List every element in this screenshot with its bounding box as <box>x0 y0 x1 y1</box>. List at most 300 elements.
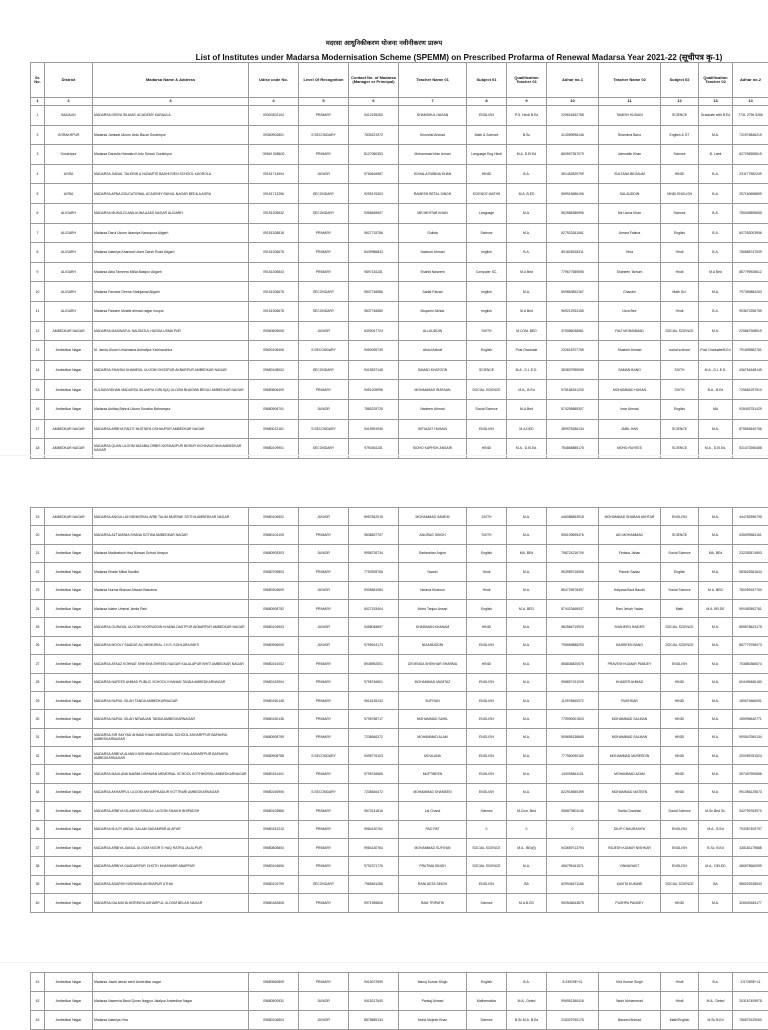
table-cell: Math <box>661 599 699 617</box>
table-cell: M.A.B.ED <box>507 894 547 912</box>
table-cell: SCIENCE <box>467 360 507 380</box>
table-cell: Gorakhpur <box>45 145 93 165</box>
table-cell: PRIMARY <box>299 765 349 783</box>
table-cell: Kirti Kumar Singh <box>599 973 661 992</box>
table-cell: 444782596795 <box>733 508 768 526</box>
table-cell: 7731 2796 5286 <box>733 106 768 126</box>
col-header: Qualification Teacher 01 <box>507 63 547 98</box>
table-cell: SIXTH <box>661 380 699 400</box>
table-cell: 09680906005 <box>249 636 299 654</box>
table-cell: PRIMARY <box>299 526 349 544</box>
madarsa-name-cell: Madarsa Khade Millat Saotikh <box>93 563 249 581</box>
madarsa-name-cell: MADARSA NURUL ISLAH TANDA AMBEDKARNAGAR <box>93 691 249 709</box>
table-cell: 09360 508602 <box>249 145 299 165</box>
table-cell: M.A., D.El.Ed. <box>699 439 733 459</box>
table-cell: ENGLISH <box>661 857 699 875</box>
table-cell: english <box>467 301 507 321</box>
col-number: 2 <box>45 98 93 106</box>
madarsa-name-cell: Madarsa Darul Uloom Islamiya Narsopura Aligarh <box>93 223 249 243</box>
table-cell: B.Sc M.A. B.Ed <box>507 1011 547 1030</box>
table-cell: M.A. BED <box>699 581 733 599</box>
madarsa-name-cell: Madarsa Islamiya Hira <box>93 1011 249 1030</box>
table-cell: 775990001503 <box>547 710 599 728</box>
table-cell: 30 <box>31 710 45 728</box>
table-cell: 16 <box>31 399 45 419</box>
table-cell: 09960805006 <box>249 321 299 341</box>
table-cell: 958879801146 <box>547 802 599 820</box>
table-cell: JUNIOR <box>299 508 349 526</box>
table-cell: M.A. <box>507 747 547 765</box>
table-cell: 09680806409 <box>249 380 299 400</box>
table-cell: Baseed Ahmad <box>599 1011 661 1030</box>
table-cell: Parwin Sadaz <box>599 563 661 581</box>
table-cell: M.A. <box>699 321 733 341</box>
table-cell: MOHD RAYEES <box>599 439 661 459</box>
table-cell: 6 <box>31 203 45 223</box>
table-cell: PRIMARY <box>299 839 349 857</box>
table-cell: HINDI <box>661 673 699 691</box>
table-cell: ENGLISH <box>467 691 507 709</box>
table-cell: M.A. <box>699 691 733 709</box>
table-cell: MOHAMMAD SHAMEEN <box>399 783 467 801</box>
table-cell: Social Science <box>467 399 507 419</box>
table-cell: English <box>467 973 507 992</box>
madarsa-name-cell: MADARSA ARBIYA GAADARPUR CHOTH KHASHMIR ABARPUR <box>93 857 249 875</box>
table-cell: 9259176303 <box>349 184 399 204</box>
table-cell: 29 <box>31 691 45 709</box>
table-cell: Math/English <box>661 1011 699 1030</box>
table-cell: MUFTIBEEN <box>399 765 467 783</box>
table-cell: 0 <box>547 820 599 838</box>
table-cell: MOHAMMAD MATEEN <box>599 783 661 801</box>
institutes-table-page-2 <box>30 507 768 913</box>
table-cell: S.SECONDARY <box>299 419 349 439</box>
table-cell: 31 <box>31 728 45 746</box>
col-header: Qualification Teacher 02 <box>699 63 733 98</box>
table-cell: Ambedkar Nagar <box>45 802 93 820</box>
table-cell: M.A. <box>507 857 547 875</box>
table-cell: B. Lamt <box>699 145 733 165</box>
table-cell: 09680151002 <box>249 655 299 673</box>
table-cell: Language <box>467 203 507 223</box>
table-cell: Ambedkar Nagar <box>45 1011 93 1030</box>
table-cell: 8 <box>31 243 45 263</box>
table-cell: ENGLISH <box>467 636 507 654</box>
table-cell: M.A. BED <box>507 599 547 617</box>
table-cell: Manoj Kumar Singh <box>399 973 467 992</box>
table-cell: 09151306543 <box>249 262 299 282</box>
table-cell: 09680109901 <box>249 439 299 459</box>
page-separator <box>0 962 768 963</box>
madarsa-name-cell: MADARSA DEENI ISLAMIC ACADEMY KARAULA <box>93 106 249 126</box>
table-cell: 786875129060 <box>733 1011 768 1030</box>
table-row <box>31 145 768 165</box>
table-cell: M.COM. BED <box>507 321 547 341</box>
table-cell: Ambedkar Nagar <box>45 341 93 361</box>
madarsa-name-cell: MADARSA ADARSH NISHWAN AKHNAPUR UTHAI <box>93 875 249 893</box>
table-cell: HINDI <box>661 747 699 765</box>
table-cell: B.A. <box>699 164 733 184</box>
madarsa-name-cell: Madarsa Farzane Deena Shahjamal Aligarh <box>93 282 249 302</box>
table-cell: B.A. <box>699 243 733 263</box>
table-cell: 9616135132 <box>349 691 399 709</box>
table-cell: Ambedkar Nagar <box>45 839 93 857</box>
table-cell: 562586386996 <box>547 203 599 223</box>
table-cell: M.A. BR.DE <box>699 599 733 617</box>
table-cell: 200095781524 <box>733 747 768 765</box>
table-row <box>31 992 768 1011</box>
table-cell: JUNIOR <box>299 992 349 1011</box>
table-cell: Science <box>467 894 507 912</box>
table-cell: social science <box>661 341 699 361</box>
table-cell: 780259157760 <box>733 581 768 599</box>
table-cell: MOHAMMAD MUMTAZ <box>399 673 467 691</box>
col-number: 11 <box>599 98 661 106</box>
table-cell: B.A. <box>699 203 733 223</box>
table-cell: ENGLISH <box>467 783 507 801</box>
table-cell: M.A., B.Ed <box>699 820 733 838</box>
table-cell: 9792371776 <box>349 857 399 875</box>
table-row <box>31 526 768 544</box>
col-header: Contact No. of Madarsa (Manager or Principal) <box>349 63 399 98</box>
table-cell: ENGLISH <box>661 839 699 857</box>
col-header: Subject 01 <box>467 63 507 98</box>
table-cell: M.A. <box>507 765 547 783</box>
table-cell: PRATIMA SINGH <box>399 857 467 875</box>
table-cell: 486978660059 <box>733 857 768 875</box>
table-cell: 531473396488 <box>733 439 768 459</box>
table-cell: 793357409797 <box>733 820 768 838</box>
table-cell: PRIMARY <box>299 262 349 282</box>
table-cell: 9793461151 <box>349 439 399 459</box>
table-cell: AMBEDKAR NAGAR <box>45 508 93 526</box>
table-cell: 9 <box>31 262 45 282</box>
col-header: Level Of Recognition <box>299 63 349 98</box>
table-cell: M.A., B.Ed <box>507 380 547 400</box>
table-cell: Ambedkar Nagar <box>45 783 93 801</box>
madarsa-name-cell: Madarsa Ashfaq Bahrul Uloom Suratha Bahrampur <box>93 399 249 419</box>
institutes-table-page-3 <box>30 972 768 1030</box>
table-cell: M.A. <box>507 710 547 728</box>
table-cell: 09300302104 <box>249 106 299 126</box>
table-cell: English & GT <box>661 125 699 145</box>
table-cell: KHADIMAN KHANAM <box>399 618 467 636</box>
table-cell: 9627715786 <box>349 223 399 243</box>
table-cell: M.A. <box>507 618 547 636</box>
table-cell: RANI ADTA SINGH <box>399 875 467 893</box>
table-cell: Ambedkar Nagar <box>45 710 93 728</box>
table-cell: SOCIAL SCIENCE <box>467 839 507 857</box>
table-cell: GORAKHPUR <box>45 125 93 145</box>
table-cell: Ms Uzma Khan <box>599 203 661 223</box>
table-cell: 604495486180 <box>733 673 768 691</box>
table-cell: SALAUDDIN <box>599 184 661 204</box>
table-cell: Ambedkar Nagar <box>45 360 93 380</box>
table-cell: P.G. Hindi B.Ed <box>507 106 547 126</box>
table-cell: Ambedkar Nagar <box>45 563 93 581</box>
table-cell: Nadeem Ahmad <box>399 399 467 419</box>
table-cell: M.A. <box>699 894 733 912</box>
table-cell: Mohd Tanjun Ansari <box>399 599 467 617</box>
table-cell: 22 <box>31 563 45 581</box>
madarsa-name-cell: Madarsa Nurma Bhavan Ahwazi Basrama <box>93 581 249 599</box>
madarsa-name-cell: MADARSA MAULANA NAIBIM NISHWAN MEMORIAL SCHOOL KOTHWOSHU AMBEDKARNAGAR <box>93 765 249 783</box>
table-cell: 7985461266 <box>349 875 399 893</box>
table-cell: Jainuddin Khan <box>599 145 661 165</box>
table-cell: 905695138665 <box>547 728 599 746</box>
table-cell: 466795161571 <box>547 857 599 875</box>
table-cell: 990450592761 <box>733 599 768 617</box>
table-cell: PRIMARY <box>299 145 349 165</box>
table-cell: 9795788717 <box>349 710 399 728</box>
table-cell: 858836820575 <box>547 655 599 673</box>
table-cell: SULTANA BEGAUM <box>599 164 661 184</box>
table-cell: Israr Ahmad <box>599 399 661 419</box>
table-cell: 596109695376 <box>547 526 599 544</box>
col-header: Teacher Name 01 <box>399 63 467 98</box>
table-cell: Ambedkar Nagar <box>45 636 93 654</box>
table-cell: PRAVESH KUMAR PANDEY <box>599 655 661 673</box>
table-cell: 795559886293 <box>547 636 599 654</box>
table-cell: M.A. <box>507 203 547 223</box>
table-row <box>31 857 768 875</box>
table-row <box>31 544 768 562</box>
table-cell: 8.43929E+11 <box>547 973 599 992</box>
table-cell: ENGLISH <box>467 419 507 439</box>
table-cell: MOHAMMAD AZAM <box>599 765 661 783</box>
hindi-title: मदरसा आधुनिकीकरण योजना नवीनीकरण प्रारूप <box>0 38 768 47</box>
table-cell: 9415072599 <box>349 973 399 992</box>
table-cell: Hina <box>599 243 661 263</box>
table-cell: S.SECONDARY <box>299 747 349 765</box>
table-cell: S.SECONDARY <box>299 341 349 361</box>
table-cell: JUNIOR <box>299 399 349 419</box>
table-cell: 784865885175 <box>547 439 599 459</box>
table-cell: MA, BEd <box>507 544 547 562</box>
table-cell: 42 <box>31 992 45 1011</box>
table-cell: Hindi <box>467 581 507 599</box>
table-cell: 326049184177 <box>733 894 768 912</box>
table-cell: 09151308818 <box>249 223 299 243</box>
table-cell: 8127080353 <box>349 145 399 165</box>
col-number: 5 <box>299 98 349 106</box>
table-row <box>31 973 768 992</box>
table-cell: 996951360416 <box>547 992 599 1011</box>
institutes-table-page-1 <box>30 62 768 459</box>
table-cell: 0 <box>507 820 547 838</box>
table-cell: 09680709803 <box>249 563 299 581</box>
table-row <box>31 223 768 243</box>
table-cell: SCIENCE <box>661 526 699 544</box>
table-cell: 9670141816 <box>349 802 399 820</box>
table-row <box>31 691 768 709</box>
table-cell: 24 <box>31 599 45 617</box>
table-cell: 991356129873 <box>733 783 768 801</box>
table-cell: 3.57289E+11 <box>733 973 768 992</box>
table-cell: 9412195260 <box>349 106 399 126</box>
table-cell: 822915650399 <box>547 783 599 801</box>
table-cell: Post Graduate/B.Ed <box>699 341 733 361</box>
table-cell: SOCIAL SCIENCE <box>661 875 699 893</box>
table-cell: PRIMARY <box>299 563 349 581</box>
table-cell: 09360902801 <box>249 125 299 145</box>
table-cell: Hindi <box>661 992 699 1011</box>
madarsa-name-cell: Madarsa Faizane Mustfa ahmad nagar noupur <box>93 301 249 321</box>
table-cell: 8948952501 <box>349 655 399 673</box>
table-cell: 7880229725 <box>349 399 399 419</box>
table-cell: 9795746501 <box>349 673 399 691</box>
table-cell: M.A., D.El.Ed. <box>507 439 547 459</box>
table-cell: Sarita Chauhan <box>599 802 661 820</box>
table-cell: Naarin <box>399 563 467 581</box>
table-cell: Hindi <box>661 973 699 992</box>
table-row <box>31 262 768 282</box>
table-cell: PRIMARY <box>299 857 349 875</box>
table-cell: Muqarrin Akhtar <box>399 301 467 321</box>
table-cell: B.A. <box>699 301 733 321</box>
table-row <box>31 563 768 581</box>
table-cell: 607253003956 <box>733 223 768 243</box>
table-cell: 950546643875 <box>547 894 599 912</box>
table-cell: M.A. <box>507 526 547 544</box>
table-cell: M.A. <box>699 747 733 765</box>
table-cell: M.A. <box>507 691 547 709</box>
table-cell: 9451209996 <box>349 380 399 400</box>
madarsa-name-cell: MADARSA JIANUL TALEEMI & NIZAMTIS BADHI RIEN SCHOOL KAGROLA <box>93 164 249 184</box>
col-number: 3 <box>93 98 249 106</box>
madarsa-name-cell: KULSANVIDHAN MADARSA ISLAMIYA GIRLS(A) ULOOM BHAGWA BEGAJ AMBEDKAR NAGAR <box>93 380 249 400</box>
table-cell: 09680905303 <box>249 544 299 562</box>
table-cell: M.A. <box>507 508 547 526</box>
table-cell: 975168151200 <box>547 380 599 400</box>
table-cell: PRIMARY <box>299 691 349 709</box>
table-cell: 389978186134 <box>547 419 599 439</box>
table-cell: 9415217640 <box>349 992 399 1011</box>
table-body <box>31 973 768 1030</box>
table-body <box>31 106 768 459</box>
table-row <box>31 399 768 419</box>
madarsa-name-cell: MADARSA KALMUHA MORINIYA ASHARFUL ULOOM BELAH NAGAR <box>93 894 249 912</box>
table-cell: Ambedkar Nagar <box>45 581 93 599</box>
table-cell: M.A. <box>699 765 733 783</box>
table-cell: Uzra Bee <box>599 301 661 321</box>
table-cell: SOCIAL SCIENCE <box>661 636 699 654</box>
table-cell: 436761648145 <box>733 360 768 380</box>
madarsa-name-cell: MADARSA QUAN ULOOM MIZABIA ORBIS NOSHADPUR BERUR KICHHAUCHHA AMBEDKAR NAGAR <box>93 439 249 459</box>
table-cell: 37 <box>31 839 45 857</box>
madarsa-name-cell: Madarsa Jawid ulman semi Ambedkar nagar <box>93 973 249 992</box>
table-cell: HINDI <box>661 894 699 912</box>
table-cell: 09151306676 <box>249 243 299 263</box>
table-cell: Ambedkar Nagar <box>45 875 93 893</box>
table-cell: M.A. <box>699 508 733 526</box>
table-cell: Hindi <box>661 262 699 282</box>
table-cell: SIXTH <box>467 508 507 526</box>
table-cell: JUNIOR <box>299 544 349 562</box>
table-cell: 5 <box>31 184 45 204</box>
table-cell: 13 <box>31 341 45 361</box>
table-cell: AGRA <box>45 164 93 184</box>
table-cell: RAMESH BETAL SINGH <box>399 184 467 204</box>
table-cell: 8957842015 <box>349 508 399 526</box>
table-cell: 9837746580 <box>349 301 399 321</box>
table-cell: 435099584161 <box>733 526 768 544</box>
table-cell: B.A. <box>507 164 547 184</box>
table-cell: 891826518311 <box>547 243 599 263</box>
table-cell: ENGLISH <box>467 728 507 746</box>
table-cell: 27 <box>31 655 45 673</box>
table-cell: HINDI <box>467 439 507 459</box>
table-cell: NIZAMUDDIN <box>399 636 467 654</box>
table-cell: M.A., D.L.E.D. <box>699 360 733 380</box>
table-cell: 7236646372 <box>349 728 399 746</box>
table-cell: 9795746565 <box>349 765 399 783</box>
table-cell: Umara Fatima <box>599 223 661 243</box>
table-cell: 559915686196 <box>547 184 599 204</box>
table-cell: M.A. <box>507 728 547 746</box>
madarsa-name-cell: Madarsa Darsulia Hamdard Urdu School Gorakhpur <box>93 145 249 165</box>
table-cell: 38 <box>31 857 45 875</box>
table-cell: M.A. <box>507 636 547 654</box>
table-cell: English <box>467 599 507 617</box>
table-cell: 9495776103 <box>349 747 399 765</box>
table-cell: SECONDARY <box>299 301 349 321</box>
table-cell: M.A. <box>699 728 733 746</box>
table-cell: PRIMARY <box>299 820 349 838</box>
table-cell: KAVITA KUMARI <box>599 875 661 893</box>
table-cell: 9795914173 <box>349 636 399 654</box>
table-cell: 25 <box>31 618 45 636</box>
table-cell: MA <box>699 399 733 419</box>
madarsa-name-cell: MADARSA SIR SAYYAD AHMAD KHAN MEMORIAL SCHOOL ASHARFPUR BAFAHRA AMBEDKARNAGAR <box>93 728 249 746</box>
table-row <box>31 636 768 654</box>
col-number: 7 <box>399 98 467 106</box>
table-cell: B.Sc, B.Ed <box>699 839 733 857</box>
table-row <box>31 380 768 400</box>
table-cell: 110978660072 <box>547 691 599 709</box>
table-cell: M.A. <box>699 563 733 581</box>
table-cell: 14 <box>31 360 45 380</box>
madarsa-name-cell: MADARSA ANGULLAH MEMORIAL ARBI TALIM MURRAE SOTIYA AMBEDKAR NAGAR <box>93 508 249 526</box>
table-cell: MOHAMMAD SALMAN <box>599 728 661 746</box>
col-header: District <box>45 63 93 98</box>
table-cell: M.A. <box>507 673 547 691</box>
table-cell: FAIZ MOHAMMAD <box>599 321 661 341</box>
table-cell: ALIGARH <box>45 243 93 263</box>
table-cell: Science <box>661 203 699 223</box>
table-cell: 4 <box>31 164 45 184</box>
col-number: 8 <box>467 98 507 106</box>
table-cell: SOCIAL SCIENCE <box>661 618 699 636</box>
table-cell: PRIMARY <box>299 655 349 673</box>
table-cell: 26 <box>31 636 45 654</box>
madarsa-name-cell: MADARSA NURUL ISLAH NEWAJAN TANDA AMBEDKARNAGAR <box>93 710 249 728</box>
table-cell: English <box>661 223 699 243</box>
table-cell: B.A. <box>699 223 733 243</box>
table-cell: 8427153404 <box>349 599 399 617</box>
table-row <box>31 125 768 145</box>
table-cell: B.A. <box>699 184 733 204</box>
table-cell: M.A. <box>699 710 733 728</box>
table-cell: M.A. <box>507 581 547 599</box>
table-cell: ALIGARH <box>45 262 93 282</box>
table-cell: Shahid Naseem <box>399 262 467 282</box>
table-cell: Ambedkar Nagar <box>45 747 93 765</box>
table-cell: Science <box>467 802 507 820</box>
col-header: Teacher Name 02 <box>599 63 661 98</box>
table-cell: 9837746586 <box>349 282 399 302</box>
table-cell: JUNIOR <box>299 636 349 654</box>
